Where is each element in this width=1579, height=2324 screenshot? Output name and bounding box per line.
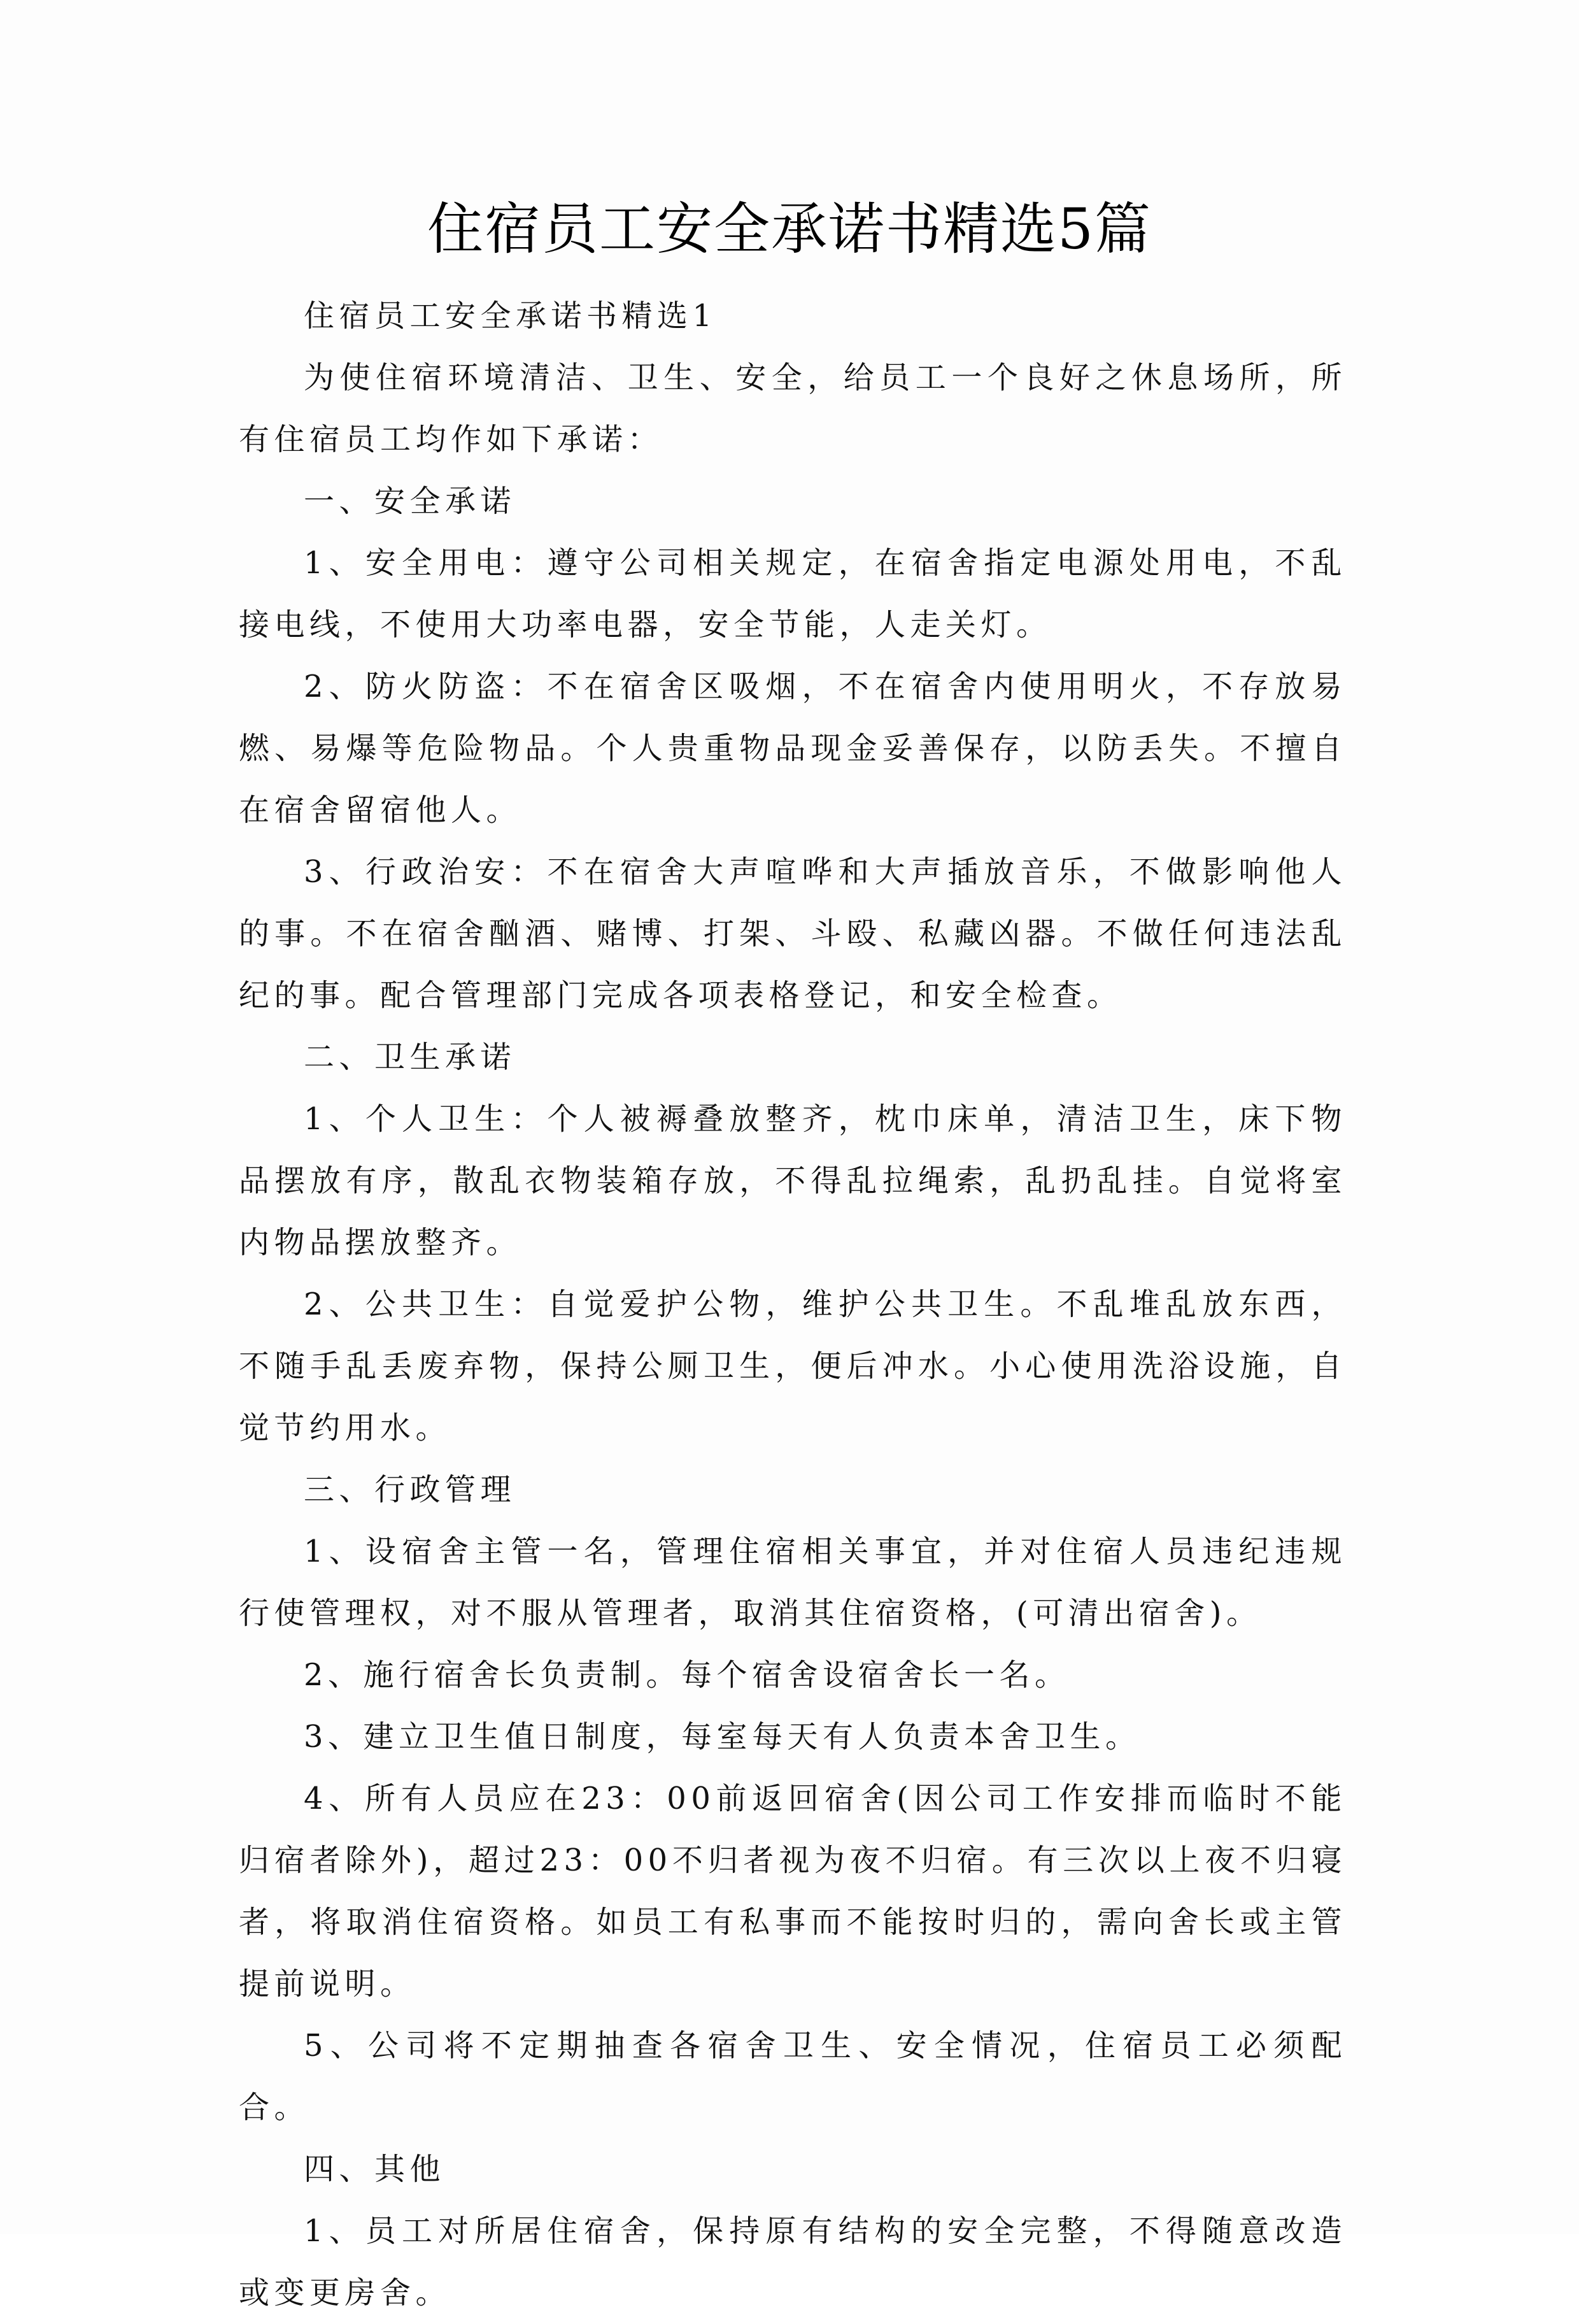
document-body — [239, 285, 1347, 2324]
section-heading-safety: 一、安全承诺 — [304, 483, 516, 519]
paragraph-admin-cleaning-duty: 3、建立卫生值日制度，每室每天有人负责本舍卫生。 — [304, 1719, 1141, 1755]
paragraph-safety-electricity: 1、安全用电：遵守公司相关规定，在宿舍指定电源处用电，不乱接电线，不使用大功率电器，安全节能，人走关灯。 — [239, 545, 1347, 643]
section-heading-hygiene: 二、卫生承诺 — [304, 1039, 516, 1075]
paragraph-hygiene-public: 2、公共卫生：自觉爱护公物，维护公共卫生。不乱堆乱放东西，不随手乱丢废弃物，保持公厕卫生，便后冲水。小心使用洗浴设施，自觉节约用水。 — [239, 1287, 1347, 1446]
section-heading-other: 四、其他 — [304, 2151, 446, 2187]
paragraph-hygiene-personal: 1、个人卫生：个人被褥叠放整齐，枕巾床单，清洁卫生，床下物品摆放有序，散乱衣物装箱存放，不得乱拉绳索，乱扔乱挂。自觉将室内物品摆放整齐。 — [239, 1101, 1347, 1260]
paragraph-other-structure: 1、员工对所居住宿舍，保持原有结构的安全完整，不得随意改造或变更房舍。 — [239, 2213, 1347, 2311]
paragraph-admin-dorm-leader: 2、施行宿舍长负责制。每个宿舍设宿舍长一名。 — [304, 1657, 1070, 1693]
paragraph-safety-fire-theft: 2、防火防盗：不在宿舍区吸烟，不在宿舍内使用明火，不存放易燃、易爆等危险物品。个人贵重物品现金妥善保存，以防丢失。不擅自在宿舍留宿他人。 — [239, 669, 1347, 828]
paragraph-admin-supervisor: 1、设宿舍主管一名，管理住宿相关事宜，并对住宿人员违纪违规行使管理权，对不服从管理者，取消其住宿资格，(可清出宿舍)。 — [239, 1534, 1347, 1631]
document-title: 住宿员工安全承诺书精选5篇 — [427, 196, 1152, 262]
intro-paragraph: 为使住宿环境清洁、卫生、安全，给员工一个良好之休息场所，所有住宿员工均作如下承诺： — [239, 360, 1347, 457]
section-subtitle: 住宿员工安全承诺书精选1 — [304, 298, 717, 334]
paragraph-safety-public-order: 3、行政治安：不在宿舍大声喧哗和大声插放音乐，不做影响他人的事。不在宿舍酗酒、赌博、打架、斗殴、私藏凶器。不做任何违法乱纪的事。配合管理部门完成各项表格登记，和安全检查。 — [239, 854, 1347, 1013]
section-heading-administration: 三、行政管理 — [304, 1472, 516, 1508]
paragraph-admin-curfew: 4、所有人员应在23：00前返回宿舍(因公司工作安排而临时不能归宿者除外)，超过23：00不归者视为夜不归宿。有三次以上夜不归寝者，将取消住宿资格。如员工有私事而不能按时归的，需向舍长或主管提前说明。 — [239, 1781, 1347, 2002]
paragraph-admin-inspection: 5、公司将不定期抽查各宿舍卫生、安全情况，住宿员工必须配合。 — [239, 2028, 1347, 2125]
